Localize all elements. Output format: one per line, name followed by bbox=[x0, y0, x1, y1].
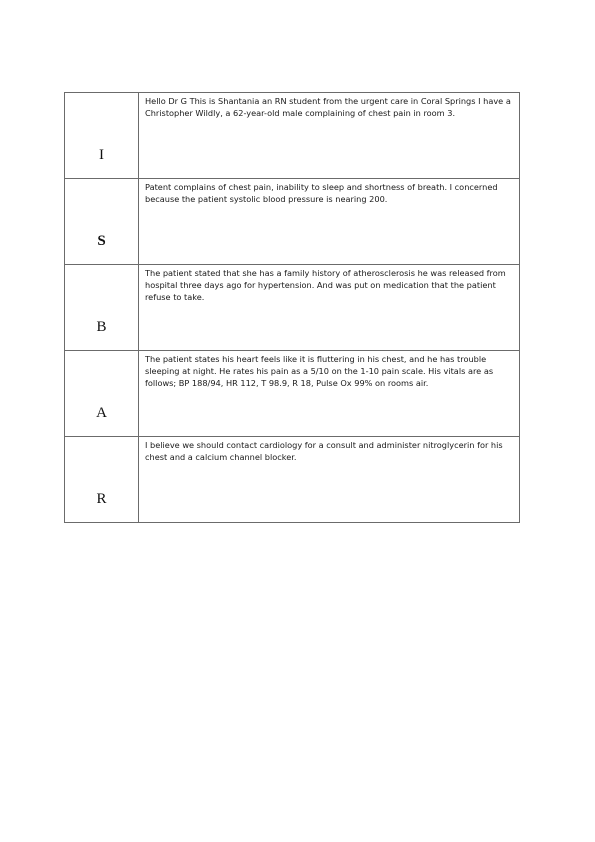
sbar-row-introduction bbox=[65, 93, 520, 179]
sbar-row-situation bbox=[65, 179, 520, 265]
sbar-letter-cell bbox=[65, 179, 139, 265]
sbar-recommendation-text: I believe we should contact cardiology for a consult and administer nitroglycerin for his chest and a calcium channel blocker. bbox=[145, 440, 503, 462]
sbar-letter-cell bbox=[65, 437, 139, 523]
sbar-table bbox=[64, 92, 520, 523]
sbar-letter-r: R bbox=[96, 491, 107, 507]
sbar-letter-cell bbox=[65, 351, 139, 437]
sbar-row-background bbox=[65, 265, 520, 351]
sbar-background-text: The patient stated that she has a family history of atherosclerosis he was released from hospital three days ago for hypertension. And was put on medication that the patient refuse to take. bbox=[145, 268, 506, 302]
sbar-letter-cell bbox=[65, 265, 139, 351]
sbar-row-recommendation bbox=[65, 437, 520, 523]
sbar-letter-a: A bbox=[96, 405, 107, 421]
sbar-text-cell bbox=[139, 351, 520, 437]
sbar-letter-b: B bbox=[96, 319, 107, 335]
sbar-text-cell bbox=[139, 179, 520, 265]
sbar-row-assessment bbox=[65, 351, 520, 437]
sbar-introduction-text: Hello Dr G This is Shantania an RN student from the urgent care in Coral Springs I have a Christopher Wildly, a 62-year-old male complaining of chest pain in room 3. bbox=[145, 96, 511, 118]
sbar-situation-text: Patent complains of chest pain, inability to sleep and shortness of breath. I concerned because the patient systolic blood pressure is nearing 200. bbox=[145, 182, 498, 204]
sbar-assessment-text: The patient states his heart feels like it is fluttering in his chest, and he has trouble sleeping at night. He rates his pain as a 5/10 on the 1-10 pain scale. His vitals are as follows; BP 188/94, HR 112, T 98.9, R 18, Pulse Ox 99% on rooms air. bbox=[145, 354, 494, 388]
sbar-text-cell bbox=[139, 93, 520, 179]
sbar-letter-s: S bbox=[97, 233, 106, 249]
sbar-letter-cell bbox=[65, 93, 139, 179]
sbar-text-cell bbox=[139, 437, 520, 523]
sbar-text-cell bbox=[139, 265, 520, 351]
sbar-letter-i: I bbox=[99, 147, 104, 163]
